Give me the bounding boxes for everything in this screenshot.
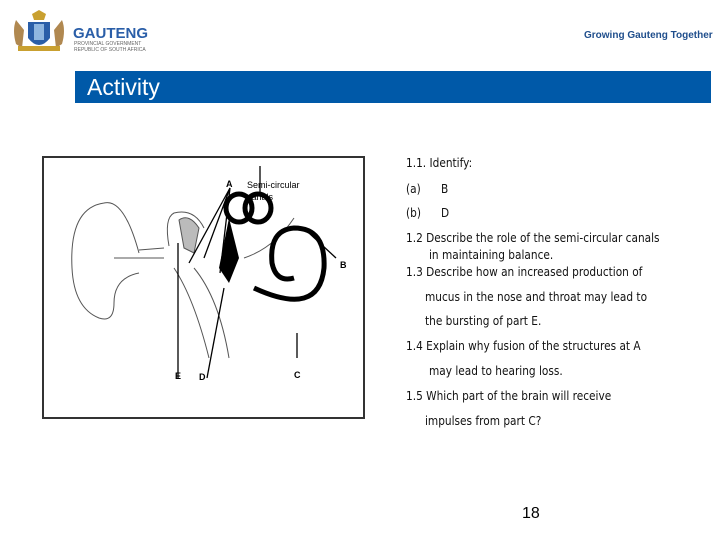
q3-line1: 1.3 Describe how an increased production of xyxy=(406,265,643,279)
label-semi1: Semi-circular xyxy=(247,180,300,190)
q4-line1: 1.4 Explain why fusion of the structures at A xyxy=(406,339,641,353)
q2-line1: 1.2 Describe the role of the semi-circular canals xyxy=(406,231,660,245)
q5-line1: 1.5 Which part of the brain will receive xyxy=(406,389,612,403)
org-name: GAUTENG xyxy=(73,25,148,42)
org-subtitle xyxy=(74,41,146,53)
org-sub2: REPUBLIC OF SOUTH AFRICA xyxy=(74,47,146,53)
q1a-label: (a) xyxy=(406,182,421,196)
q1a-value: B xyxy=(441,182,449,196)
label-a: A xyxy=(226,179,233,189)
q1: 1.1. Identify: xyxy=(406,156,473,170)
q3-line2: mucus in the nose and throat may lead to xyxy=(425,290,648,304)
q2-line2: in maintaining balance. xyxy=(429,248,554,262)
org-sub1: PROVINCIAL GOVERNMENT xyxy=(74,41,142,47)
ear-diagram xyxy=(42,156,365,419)
label-c: C xyxy=(294,370,301,380)
coat-of-arms-logo xyxy=(8,10,70,54)
slogan: Growing Gauteng Together xyxy=(584,30,713,41)
q1b-label: (b) xyxy=(406,206,421,220)
q1b-value: D xyxy=(441,206,450,220)
label-d: D xyxy=(199,372,206,382)
label-e: E xyxy=(175,371,182,381)
label-semi2: canals xyxy=(247,192,274,202)
q4-line2: may lead to hearing loss. xyxy=(429,364,563,378)
label-b: B xyxy=(340,260,347,270)
q5-line2: impulses from part C? xyxy=(425,414,542,428)
label-semicircular-canals xyxy=(247,179,300,203)
q3-line3: the bursting of part E. xyxy=(425,314,542,328)
title-banner xyxy=(75,71,711,103)
page-number: 18 xyxy=(522,505,540,522)
banner-title: Activity xyxy=(87,74,160,100)
